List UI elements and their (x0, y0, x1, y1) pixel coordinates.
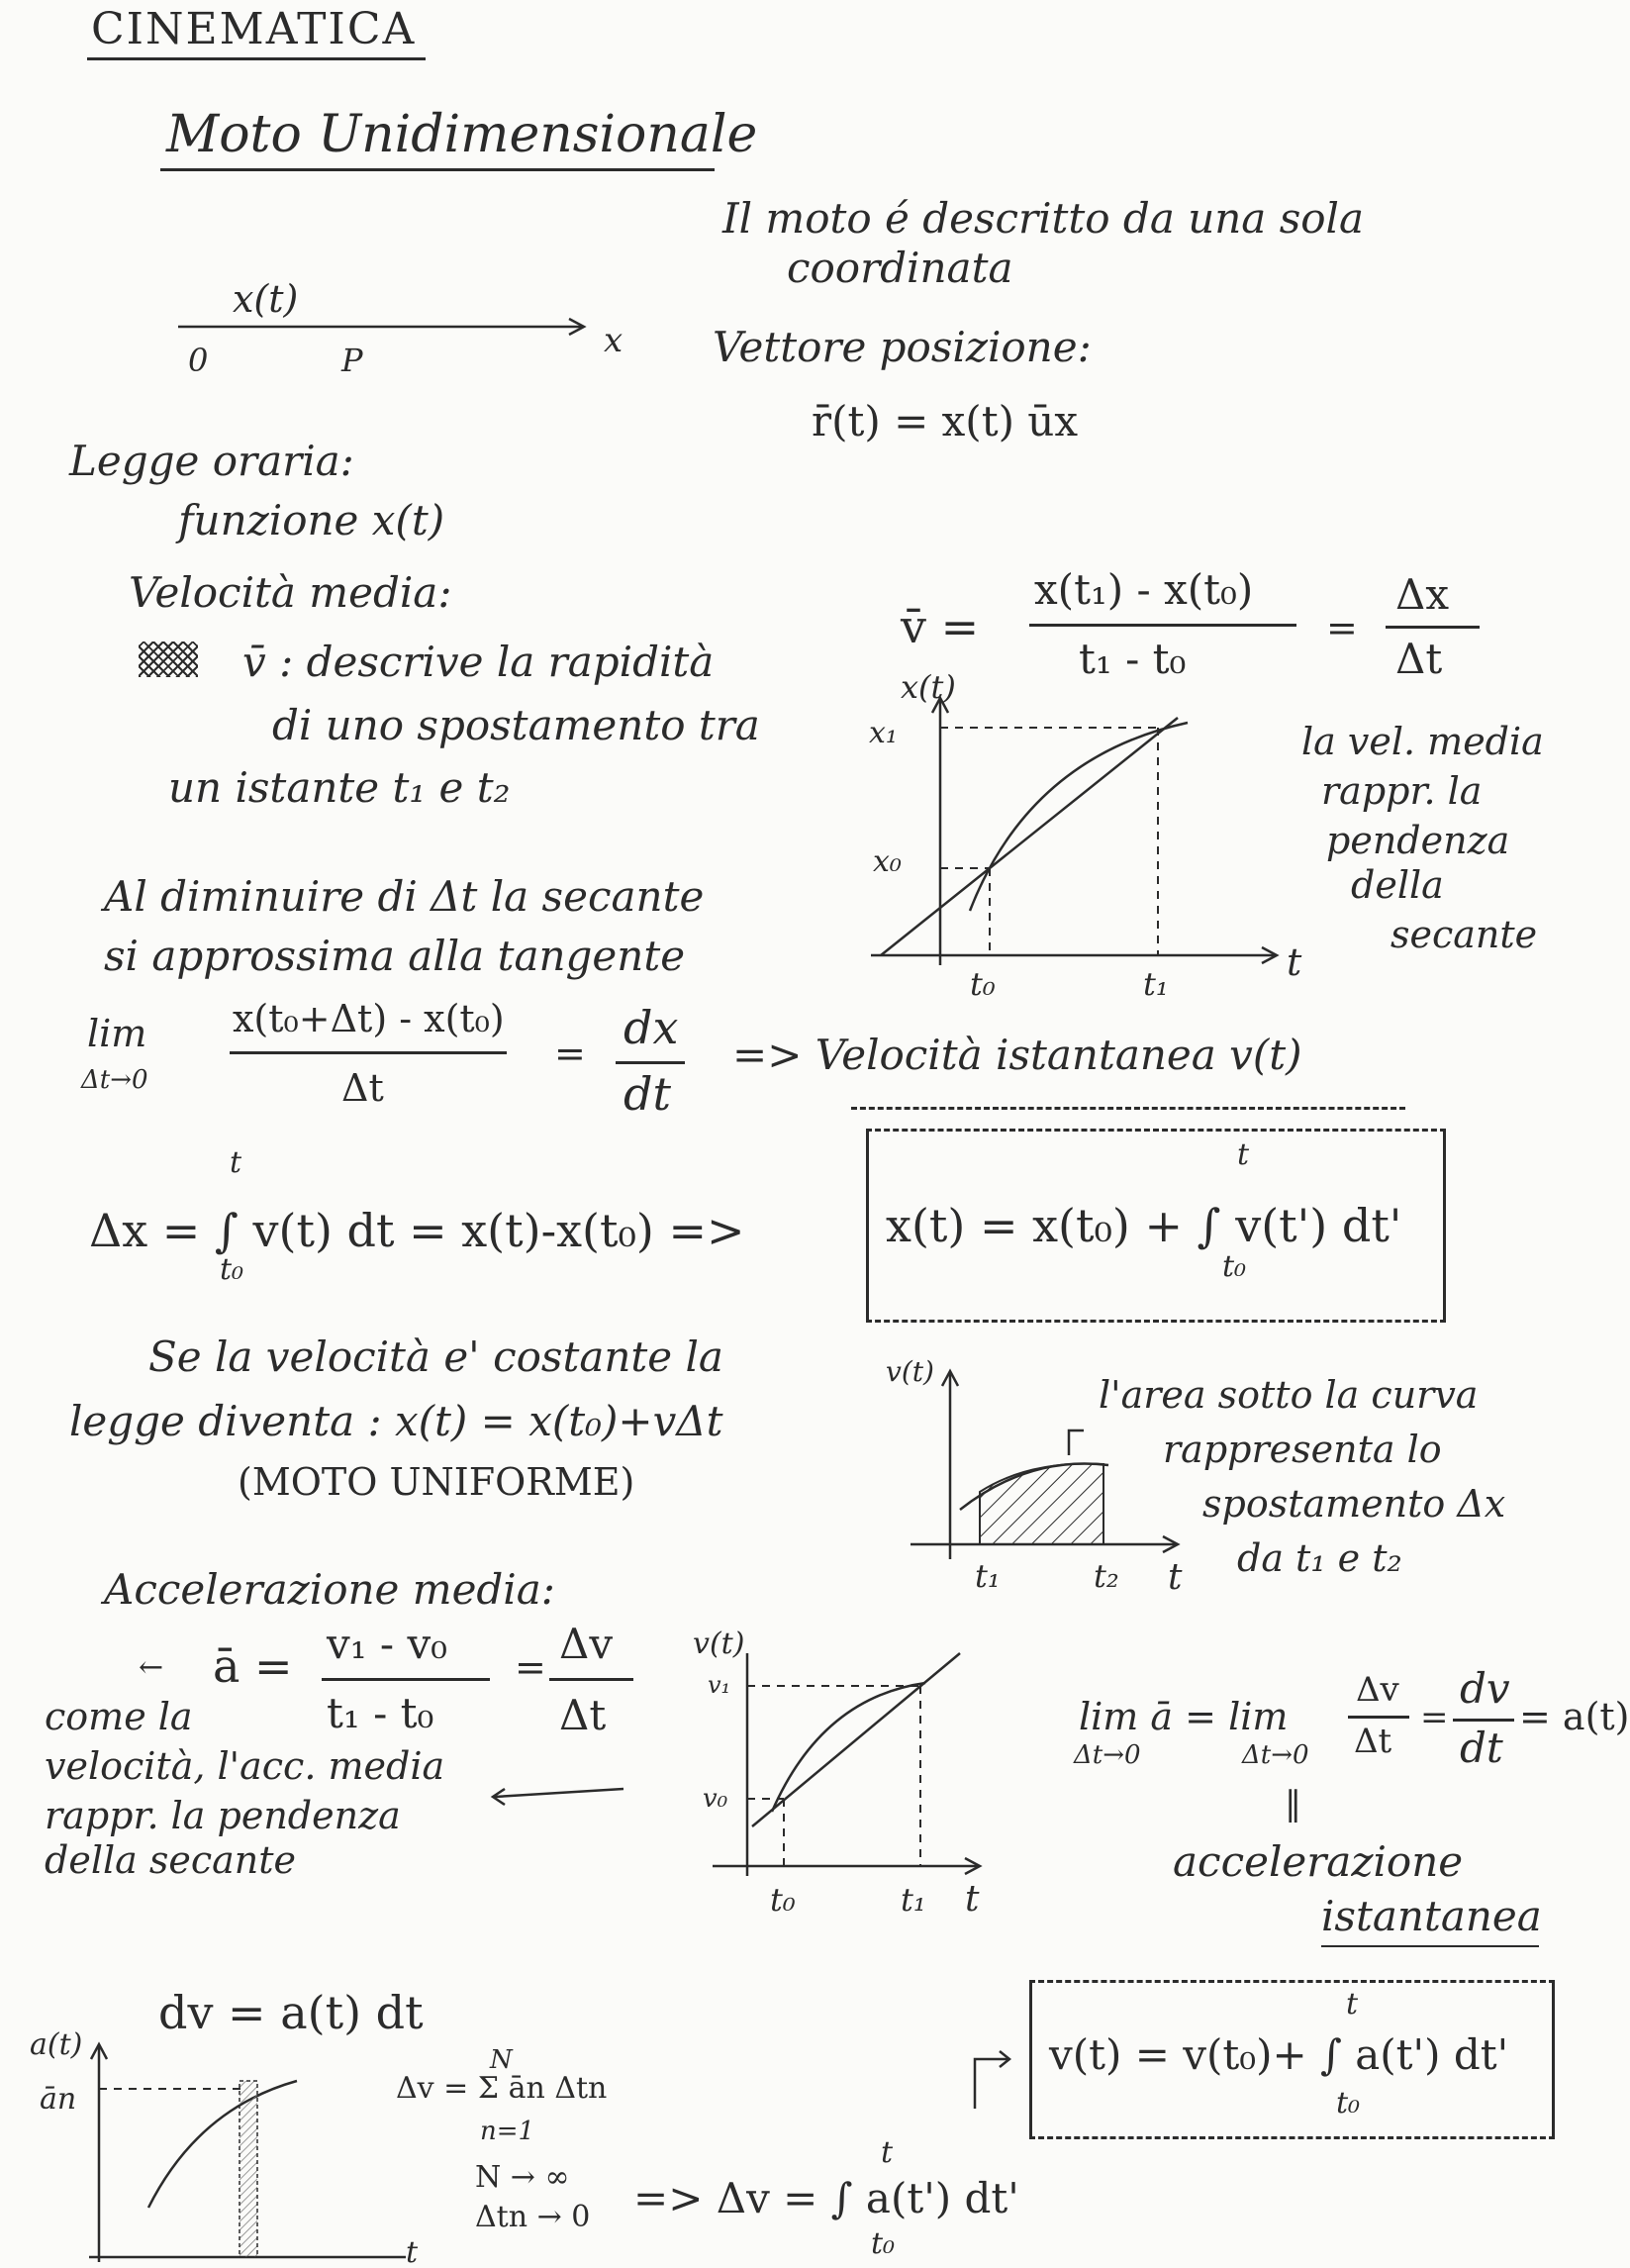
graph1-t0-label: t₀ (970, 965, 996, 1003)
graph1-x1-label: x₁ (869, 716, 898, 750)
acc-media-rfraction-bar (549, 1678, 633, 1681)
graph3-v1-label: v₁ (708, 1671, 731, 1699)
dv-formula: dv = a(t) dt (158, 1986, 424, 2039)
acc-media-fraction-bar (322, 1678, 490, 1681)
limite-dfraction-bar (616, 1061, 685, 1064)
dv-box-formula: v(t) = v(t₀)+ ∫ a(t') dt' (1049, 2030, 1509, 2079)
limite-lim: lim (87, 1012, 147, 1055)
vel-media-note1: la vel. media (1301, 720, 1544, 763)
acc-ist-dden: dt (1460, 1724, 1503, 1772)
graph2-ylabel: v(t) (886, 1355, 934, 1388)
acc-media-note1: come la (45, 1695, 193, 1738)
acc-media-note4: della secante (45, 1838, 297, 1882)
graph3-ylabel: v(t) (693, 1627, 745, 1661)
vettore-formula: r̄(t) = x(t) ūx (812, 397, 1079, 445)
vel-media-desc2: di uno spostamento tra (272, 701, 760, 749)
acc-media-note3: rappr. la pendenza (45, 1794, 401, 1837)
section-subtitle: Moto Unidimensionale (166, 105, 758, 164)
position-time-graph (851, 668, 1306, 1005)
position-axis-diagram (148, 262, 663, 391)
costante-line1: Se la velocità e' costante la (148, 1332, 723, 1381)
integrale-lhs: Δx = ∫ v(t) dt = x(t)-x(t₀) => (89, 1204, 745, 1257)
acc-media-num: v₁ - v₀ (327, 1620, 448, 1668)
vel-media-desc3: un istante t₁ e t₂ (168, 763, 511, 812)
acc-ist-eq: = (1420, 1698, 1449, 1737)
vel-media-note3: pendenza (1326, 819, 1510, 862)
limite-fraction-bar (230, 1051, 507, 1054)
title-underline (87, 57, 426, 60)
acceleration-time-graph (30, 2020, 426, 2267)
dv-box-up: t (1346, 1987, 1359, 2021)
acc-ist-num: Δv (1356, 1670, 1399, 1710)
dv-limits1: N → ∞ (475, 2160, 570, 2195)
graph1-secant (881, 718, 1178, 955)
limite-dnum: dx (623, 1001, 679, 1054)
dv-sum-low: n=1 (480, 2117, 535, 2146)
graph4-an-label: ān (40, 2082, 77, 2117)
graph3-t-label: t (965, 1879, 980, 1920)
graph1-t1-label: t₁ (1143, 965, 1169, 1003)
velocity-time-graph (673, 1628, 1000, 1925)
vel-media-heading: Velocità media: (129, 568, 452, 617)
axis-point-label: P (341, 342, 363, 379)
graph2-note3: spostamento Δx (1202, 1482, 1506, 1526)
integrale-box-formula: x(t) = x(t₀) + ∫ v(t') dt' (886, 1199, 1402, 1252)
acc-ist-sub2: Δt→0 (1242, 1740, 1309, 1770)
graph4-t-label: t (406, 2235, 419, 2268)
limite-result: => Velocità istantanea v(t) (732, 1031, 1302, 1079)
dv-result-up: t (881, 2135, 894, 2170)
acc-media-note2: velocità, l'acc. media (45, 1744, 445, 1788)
secante-line2: si approssima alla tangente (104, 932, 686, 980)
acc-media-arrow: ← (139, 1650, 164, 1685)
acc-ist-equals-mark: ‖ (1285, 1784, 1301, 1824)
acc-media-eq: = (515, 1645, 546, 1689)
secante-line1: Al diminuire di Δt la secante (104, 872, 705, 921)
graph3-t1-label: t₁ (901, 1881, 926, 1919)
graph2-pointer (1069, 1430, 1084, 1455)
dv-limits2: Δtn → 0 (475, 2200, 591, 2234)
acc-media-lhs: ā = (213, 1639, 293, 1693)
graph1-t-label: t (1287, 940, 1302, 984)
axis-x-label: x (604, 321, 623, 360)
limite-den: Δt (341, 1066, 384, 1110)
acc-ist-underline (1321, 1945, 1539, 1947)
graph3-t0-label: t₀ (770, 1881, 796, 1919)
vel-media-fraction-bar (1029, 624, 1296, 627)
acc-media-heading: Accelerazione media: (104, 1565, 555, 1614)
page-title: CINEMATICA (91, 4, 417, 54)
graph2-t1-label: t₁ (975, 1557, 1001, 1595)
graph3-v0-label: v₀ (703, 1784, 728, 1814)
dv-sum-up: N (490, 2045, 513, 2075)
intro-line1: Il moto é descritto da una sola (722, 194, 1365, 243)
intro-line2: coordinata (787, 244, 1013, 292)
graph2-note4: da t₁ e t₂ (1237, 1536, 1402, 1580)
vel-media-den: t₁ - t₀ (1079, 635, 1187, 683)
costante-line3: (MOTO UNIFORME) (238, 1460, 635, 1504)
integrale-box-low: t₀ (1222, 1249, 1247, 1284)
dv-result: => Δv = ∫ a(t') dt' (633, 2174, 1019, 2222)
acc-ist-lim: lim ā = lim (1079, 1695, 1289, 1738)
scribble-mark (139, 641, 198, 677)
acc-ist-den: Δt (1354, 1722, 1392, 1761)
acc-ist-dfraction-bar (1453, 1719, 1514, 1722)
vel-media-rnum: Δx (1395, 570, 1450, 619)
vettore-label: Vettore posizione: (713, 323, 1092, 371)
integrale-low: t₀ (220, 1252, 244, 1287)
graph2-t2-label: t₂ (1094, 1557, 1119, 1595)
graph2-note1: l'area sotto la curva (1099, 1373, 1479, 1417)
acc-media-pointer-arrow (485, 1777, 633, 1807)
graph3-secant (752, 1653, 960, 1826)
graph2-area (980, 1464, 1103, 1544)
vel-media-note2: rappr. la (1321, 769, 1483, 813)
graph4-ylabel: a(t) (30, 2027, 83, 2062)
dv-sum: Δv = Σ ān Δtn (396, 2071, 608, 2106)
acc-media-rnum: Δv (559, 1620, 614, 1668)
vel-media-num: x(t₁) - x(t₀) (1034, 565, 1254, 614)
graph1-x0-label: x₀ (873, 844, 902, 879)
acc-ist-fraction-bar (1348, 1716, 1409, 1719)
axis-origin-label: 0 (188, 342, 209, 379)
axis-xt-label: x(t) (233, 277, 299, 321)
dv-box-low: t₀ (1336, 2086, 1361, 2120)
acc-ist-sub1: Δt→0 (1074, 1740, 1141, 1770)
vel-media-rfraction-bar (1386, 626, 1480, 629)
dv-result-low: t₀ (871, 2226, 896, 2261)
vel-media-lhs: v̄ = (901, 600, 980, 653)
graph1-curve (970, 723, 1188, 911)
graph2-note2: rappresenta lo (1163, 1428, 1442, 1471)
graph2-t-label: t (1168, 1557, 1183, 1598)
costante-line2: legge diventa : x(t) = x(t₀)+vΔt (69, 1397, 723, 1445)
integrale-up: t (230, 1145, 242, 1180)
graph4-curve (148, 2081, 297, 2208)
limite-eq: = (554, 1032, 586, 1075)
graph4-strip (240, 2081, 257, 2257)
acc-ist-tail: = a(t) (1519, 1695, 1630, 1738)
legge-line2: funzione x(t) (178, 496, 445, 544)
acc-ist-dnum: dv (1460, 1664, 1510, 1713)
limite-result-dashes (851, 1107, 1405, 1110)
vel-media-note5: secante (1390, 913, 1538, 956)
vel-media-rden: Δt (1395, 635, 1443, 683)
vel-media-note4: della (1351, 863, 1444, 907)
graph1-ylabel: x(t) (901, 668, 956, 706)
acc-ist-label2: istantanea (1321, 1892, 1542, 1940)
limite-sub: Δt→0 (81, 1065, 148, 1095)
dv-pointer-arrow (965, 2039, 1024, 2119)
integrale-box-up: t (1237, 1137, 1250, 1172)
vel-media-eq: = (1326, 606, 1358, 649)
vel-media-desc1: v̄ : descrive la rapidità (242, 638, 715, 686)
acc-media-den: t₁ - t₀ (327, 1689, 434, 1737)
limite-num: x(t₀+Δt) - x(t₀) (233, 997, 505, 1040)
acc-ist-label1: accelerazione (1173, 1837, 1464, 1886)
acc-media-rden: Δt (559, 1691, 607, 1739)
subtitle-underline (160, 168, 715, 171)
legge-line1: Legge oraria: (69, 437, 354, 485)
limite-dden: dt (623, 1067, 671, 1121)
